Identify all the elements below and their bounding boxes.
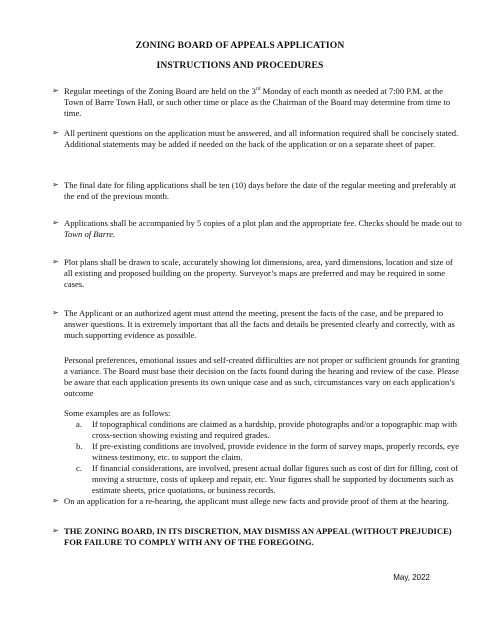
example-item-c: c. If financial considerations, are involved, present actual dollar figures such as cost of dirt for filling, cost of moving a structure, costs of upkeep and repair, etc. Your figures shall be supported by documents such as estimate sheets, price quotations, or business records. xyxy=(76,463,459,495)
payee-name: Town of Barre. xyxy=(64,228,116,239)
footer-date: May, 2022 xyxy=(393,573,430,582)
bullet-plot-copies: ➢ Applications shall be accompanied by 5 copies of a plot plan and the appropriate fee. Checks should be made out to Town of Barre. xyxy=(52,218,462,239)
bullet-questions: ➢ All pertinent questions on the application must be answered, and all information required shall be concisely stated. Additional statements may be added if needed on the back of the application or on a separate sheet of paper. xyxy=(52,128,459,149)
arrow-bullet-icon: ➢ xyxy=(52,308,59,317)
arrow-bullet-icon: ➢ xyxy=(52,86,59,95)
bullet-meetings: ➢ Regular meetings of the Zoning Board are held on the 3rd Monday of each month as needed at 7:00 P.M. at the Town of Barre Town Hall, or such other time or place as the Chairman of the Board may determine from time to time. xyxy=(52,86,451,118)
document-subtitle: INSTRUCTIONS AND PROCEDURES xyxy=(156,60,324,71)
document-title: ZONING BOARD OF APPEALS APPLICATION xyxy=(135,40,345,51)
arrow-bullet-icon: ➢ xyxy=(52,526,59,535)
bullet-dismiss-warning: ➢ THE ZONING BOARD, IN ITS DISCRETION, MAY DISMISS AN APPEAL (WITHOUT PREJUDICE) FOR FAILURE TO COMPLY WITH ANY OF THE FOREGOING. xyxy=(52,526,452,547)
example-item-b: b. If pre-existing conditions are involved, provide evidence in the form of survey maps, properly records, eye witness testimony, etc. to support the claim. xyxy=(76,441,460,462)
bullet-filing-date: ➢ The final date for filing applications shall be ten (10) days before the date of the regular meeting and preferably at the end of the previous month. xyxy=(52,180,456,201)
example-item-a: a. If topographical conditions are claimed as a hardship, provide photographs and/or a topographic map with cross-section showing existing and required grades. xyxy=(76,419,457,440)
bullet-attendance: ➢ The Applicant or an authorized agent must attend the meeting, present the facts of the case, and be prepared to answer questions. It is extremely important that all the facts and details be presented clearly and correctly, with as much supporting evidence as possible. xyxy=(52,308,455,340)
bullet-plot-plans: ➢ Plot plans shall be drawn to scale, accurately showing lot dimensions, area, yard dimensions, location and size of all existing and proposed building on the property. Surveyor’s maps are preferred and may be required in some cases. xyxy=(52,257,453,289)
arrow-bullet-icon: ➢ xyxy=(52,496,59,505)
arrow-bullet-icon: ➢ xyxy=(52,257,59,266)
examples-intro: Some examples are as follows: xyxy=(64,408,171,418)
bullet-rehearing: ➢ On an application for a re-hearing, the applicant must allege new facts and provide proof of them at the hearing. xyxy=(52,496,449,506)
arrow-bullet-icon: ➢ xyxy=(52,128,59,137)
preferences-paragraph: Personal preferences, emotional issues and self-created difficulties are not proper or sufficient grounds for granting a variance. The Board must base their decision on the facts found during the hearing and review of the case. Please be aware that each application presents its own unique case and as such, circumstances vary on each application’s outcome xyxy=(64,355,460,398)
arrow-bullet-icon: ➢ xyxy=(52,180,59,189)
arrow-bullet-icon: ➢ xyxy=(52,218,59,227)
